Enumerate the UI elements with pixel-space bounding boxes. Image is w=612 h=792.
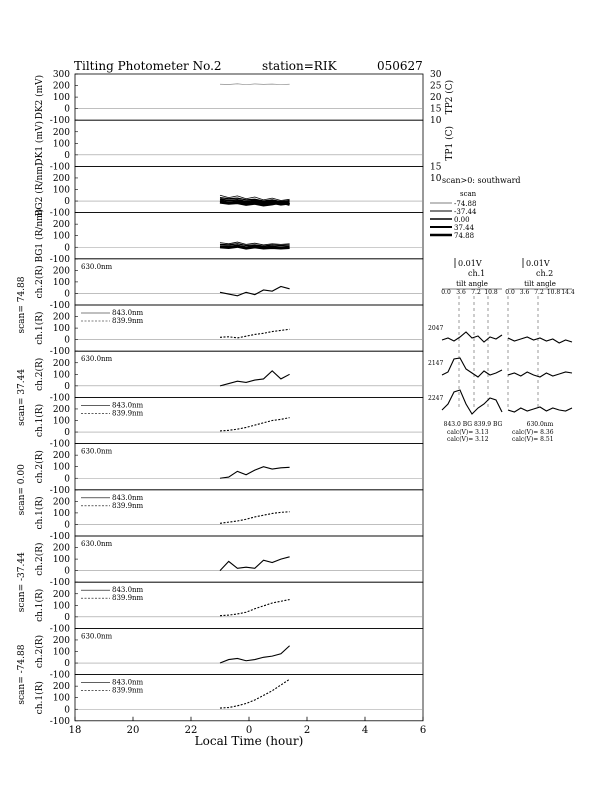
inset-ch2-footer: 630.0nm	[526, 421, 554, 428]
inset-ch1-calc2: calc(V)= 3.12	[447, 436, 489, 443]
inset-layer	[428, 258, 575, 443]
inset-ch1-tilt-tick: 0.0	[441, 289, 451, 296]
scan-note: scan>0: southward	[442, 176, 521, 185]
inset-ch1-tilt-tick: 7.2	[471, 289, 481, 296]
legend-843nm: 843.0nm	[112, 309, 144, 317]
panel-ylabel: ch.1(R)	[35, 681, 45, 715]
y-tick-label: 0	[64, 659, 70, 670]
series-line	[220, 679, 290, 708]
series-line	[220, 84, 290, 85]
y-tick-label: 100	[52, 324, 70, 335]
inset-ch1-tilt-label: tilt angle	[456, 280, 488, 288]
panel-ylabel: DK2 (mV)	[35, 74, 45, 120]
panel-scan-74.88-ch2	[34, 628, 423, 680]
panel-scan37.44-ch1	[34, 397, 423, 449]
y-tick-label: 200	[52, 266, 70, 277]
y-tick-label: 200	[52, 81, 70, 92]
panel-BG2	[34, 163, 423, 219]
y-tick-label: -100	[49, 485, 70, 496]
y-tick-label: 100	[52, 93, 70, 104]
inset-ch1-line	[442, 390, 502, 414]
inset-time-label: 2147	[428, 360, 444, 367]
y-tick-label: 0	[64, 612, 70, 623]
y-tick-label: 0	[64, 428, 70, 439]
series-line	[220, 371, 290, 386]
x-tick-label: 2	[303, 724, 311, 736]
legend-843nm: 843.0nm	[112, 401, 144, 410]
panel-ylabel: ch.1(R)	[35, 588, 45, 622]
chart-title: Tilting Photometer No.2	[74, 59, 222, 73]
panel-ylabel: ch.1(R)	[35, 311, 45, 345]
y-tick-label: -100	[49, 624, 70, 635]
panel-scan-37.44-ch2	[34, 536, 423, 588]
tp2-tick-label: 10	[430, 116, 442, 127]
panel-frame	[75, 536, 423, 582]
y-tick-label: 200	[52, 682, 70, 693]
y-tick-label: 0	[64, 474, 70, 485]
y-tick-label: -100	[49, 532, 70, 542]
x-tick-label: 0	[245, 724, 253, 736]
panel-ylabel: DK1 (mV)	[35, 121, 45, 166]
inset-ch1-footer: 843.0 BG 839.9 BG	[443, 421, 503, 428]
inset-ch1-tilt-tick: 10.8	[484, 289, 498, 296]
inset-ch2-tilt-tick: 3.6	[519, 289, 530, 296]
inset-ch2-label: ch.2	[536, 269, 554, 278]
panel-frame	[75, 166, 423, 212]
tp2-tick-label: 15	[430, 104, 442, 115]
panel-ylabel: ch.1(R)	[35, 403, 45, 438]
x-tick-label: 18	[68, 724, 82, 736]
tp2-tick-label: 25	[430, 81, 442, 92]
panel-frame	[75, 444, 423, 490]
tp1-tick-label: 15	[430, 162, 442, 173]
y-tick-label: 200	[52, 497, 70, 508]
x-axis-label: Local Time (hour)	[194, 733, 304, 748]
panel-ylabel: BG1 (R/nm)	[35, 208, 45, 263]
y-tick-label: 100	[52, 693, 70, 704]
scan-legend-value: 37.44	[454, 224, 475, 232]
y-tick-label: 100	[52, 370, 70, 381]
inset-ch1-scale: 0.01V	[458, 259, 482, 268]
legend-839nm: 839.9nm	[112, 501, 144, 510]
temp-axis-label: TP1 (C)	[445, 126, 455, 161]
y-tick-label: 100	[52, 277, 70, 288]
y-tick-label: 0	[64, 197, 70, 208]
inset-ch1-line	[442, 358, 502, 377]
y-tick-label: -100	[49, 716, 70, 727]
y-tick-label: 300	[52, 70, 70, 80]
series-line	[220, 512, 290, 524]
panel-ylabel: ch.2(R)	[35, 357, 45, 391]
panel-ylabel: ch.2(R)	[35, 265, 45, 299]
y-tick-label: 200	[52, 635, 70, 646]
panel-ylabel: ch.2(R)	[35, 450, 45, 484]
y-tick-label: 200	[52, 358, 70, 369]
temp-axis-label: TP2 (C)	[445, 79, 455, 115]
tp2-tick-label: 20	[430, 93, 442, 104]
date-label: 050627	[377, 59, 423, 73]
scan-legend-title: scan	[460, 190, 477, 198]
inset-ch2-calc1: calc(V)= 8.36	[512, 429, 554, 436]
legend-layer	[430, 173, 521, 240]
panel-ylabel: BG2 (R/nm)	[35, 162, 45, 217]
panel-BG1	[34, 209, 423, 265]
y-tick-label: 200	[52, 220, 70, 231]
series-line	[220, 467, 290, 479]
inset-ch2-tilt-tick: 7.2	[534, 289, 544, 296]
y-tick-label: 200	[52, 404, 70, 415]
scan-legend-value: -74.88	[454, 200, 477, 208]
legend-630nm: 630.0nm	[81, 632, 113, 641]
y-tick-label: 100	[52, 231, 70, 242]
panel-frame	[75, 628, 423, 674]
x-tick-label: 22	[184, 724, 198, 736]
scan-group-label: scan= -37.44	[17, 552, 27, 613]
x-axis	[69, 717, 427, 748]
legend-630nm: 630.0nm	[81, 540, 113, 548]
x-tick-label: 6	[419, 724, 427, 736]
y-tick-label: 100	[52, 462, 70, 473]
panel-DK2	[34, 70, 423, 126]
x-tick-label: 4	[361, 724, 369, 736]
legend-843nm: 843.0nm	[112, 586, 144, 595]
panel-DK1	[34, 120, 423, 172]
y-tick-label: 100	[52, 647, 70, 658]
y-tick-label: 0	[64, 243, 70, 254]
series-line	[220, 287, 290, 296]
y-tick-label: -100	[49, 439, 70, 450]
tp2-tick-label: 30	[430, 70, 442, 80]
y-tick-label: 200	[52, 589, 70, 600]
legend-630nm: 630.0nm	[81, 262, 113, 271]
y-tick-label: -100	[49, 393, 70, 404]
inset-ch2-tilt-label: tilt angle	[524, 280, 556, 288]
series-line	[220, 646, 290, 663]
inset-ch2-tilt-tick: 10.8	[546, 289, 561, 296]
inset-ch2-line	[508, 337, 572, 343]
panel-scan74.88-ch2	[34, 259, 423, 311]
y-tick-label: 0	[64, 566, 70, 577]
y-tick-label: 100	[52, 185, 70, 196]
y-tick-label: -100	[49, 578, 70, 589]
panel-scan0.00-ch1	[34, 490, 423, 542]
series-line	[220, 418, 290, 431]
scan-legend-value: 74.88	[454, 232, 475, 240]
y-tick-label: 100	[52, 508, 70, 519]
y-tick-label: 100	[52, 416, 70, 427]
y-tick-label: -100	[49, 254, 70, 265]
y-tick-label: 200	[52, 451, 70, 462]
legend-839nm: 839.9nm	[112, 409, 144, 418]
y-tick-label: 100	[52, 601, 70, 612]
inset-time-label: 2247	[428, 395, 444, 402]
scan-group-label: scan= 37.44	[17, 368, 27, 426]
y-tick-label: -100	[49, 162, 70, 173]
y-tick-label: -100	[49, 301, 70, 311]
panel-frame	[75, 120, 423, 166]
panel-scan-37.44-ch1	[34, 582, 423, 634]
series-line	[220, 600, 290, 616]
legend-839nm: 839.9nm	[112, 686, 144, 695]
scan-group-label: scan= 0.00	[17, 464, 27, 516]
y-tick-label: 0	[64, 150, 70, 161]
inset-ch2-tilt-tick: 0.0	[505, 289, 515, 296]
legend-843nm: 843.0nm	[112, 678, 144, 687]
inset-ch2-line	[508, 372, 572, 377]
panels-layer	[17, 70, 423, 727]
y-tick-label: 0	[64, 335, 70, 346]
inset-ch2-scale: 0.01V	[526, 259, 550, 268]
y-tick-label: 0	[64, 705, 70, 716]
y-tick-label: -100	[49, 670, 70, 681]
panel-frame	[75, 74, 423, 120]
panel-scan37.44-ch2	[34, 351, 423, 403]
y-tick-label: -100	[49, 208, 70, 219]
panel-ylabel: ch.1(R)	[35, 496, 45, 530]
legend-839nm: 839.9nm	[112, 594, 144, 603]
y-tick-label: 0	[64, 104, 70, 115]
inset-time-label: 2047	[428, 325, 444, 332]
inset-ch2-line	[508, 407, 572, 412]
scan-legend-value: -37.44	[454, 208, 477, 216]
series-line	[220, 329, 290, 338]
y-tick-label: 0	[64, 381, 70, 392]
y-tick-label: 0	[64, 520, 70, 531]
series-line	[220, 557, 290, 571]
inset-ch1-tilt-tick: 3.6	[456, 289, 466, 296]
inset-ch1-line	[442, 332, 502, 342]
legend-630nm: 630.0nm	[81, 355, 113, 364]
inset-ch2-tilt-tick: 14.4	[561, 289, 575, 296]
inset-ch1-calc1: calc(V)= 3.13	[447, 429, 489, 436]
legend-630nm: 630.0nm	[81, 447, 113, 456]
x-tick-label: 20	[126, 724, 140, 736]
panel-frame	[75, 213, 423, 259]
panel-scan0.00-ch2	[34, 444, 423, 496]
panel-frame	[75, 351, 423, 397]
y-tick-label: 0	[64, 289, 70, 300]
right-axis	[430, 70, 455, 184]
y-tick-label: -100	[49, 116, 70, 127]
panel-frame	[75, 259, 423, 305]
scan-legend-value: 0.00	[454, 216, 470, 224]
tp1-tick-label: 10	[430, 173, 442, 184]
y-tick-label: -100	[49, 347, 70, 358]
panel-scan74.88-ch1	[34, 305, 423, 357]
y-tick-label: 100	[52, 139, 70, 150]
y-tick-label: 100	[52, 555, 70, 566]
inset-ch1-label: ch.1	[468, 269, 486, 278]
legend-839nm: 839.9nm	[112, 317, 144, 325]
y-tick-label: 200	[52, 127, 70, 138]
scan-group-label: scan= 74.88	[17, 276, 27, 334]
panel-ylabel: ch.2(R)	[35, 634, 45, 669]
scan-group-label: scan= -74.88	[17, 644, 27, 705]
inset-ch2-calc2: calc(V)= 8.51	[512, 436, 554, 443]
y-tick-label: 200	[52, 543, 70, 554]
panel-ylabel: ch.2(R)	[35, 542, 45, 576]
y-tick-label: 200	[52, 173, 70, 184]
station-label: station=RIK	[262, 59, 337, 73]
y-tick-label: 200	[52, 312, 70, 323]
legend-843nm: 843.0nm	[112, 493, 144, 502]
